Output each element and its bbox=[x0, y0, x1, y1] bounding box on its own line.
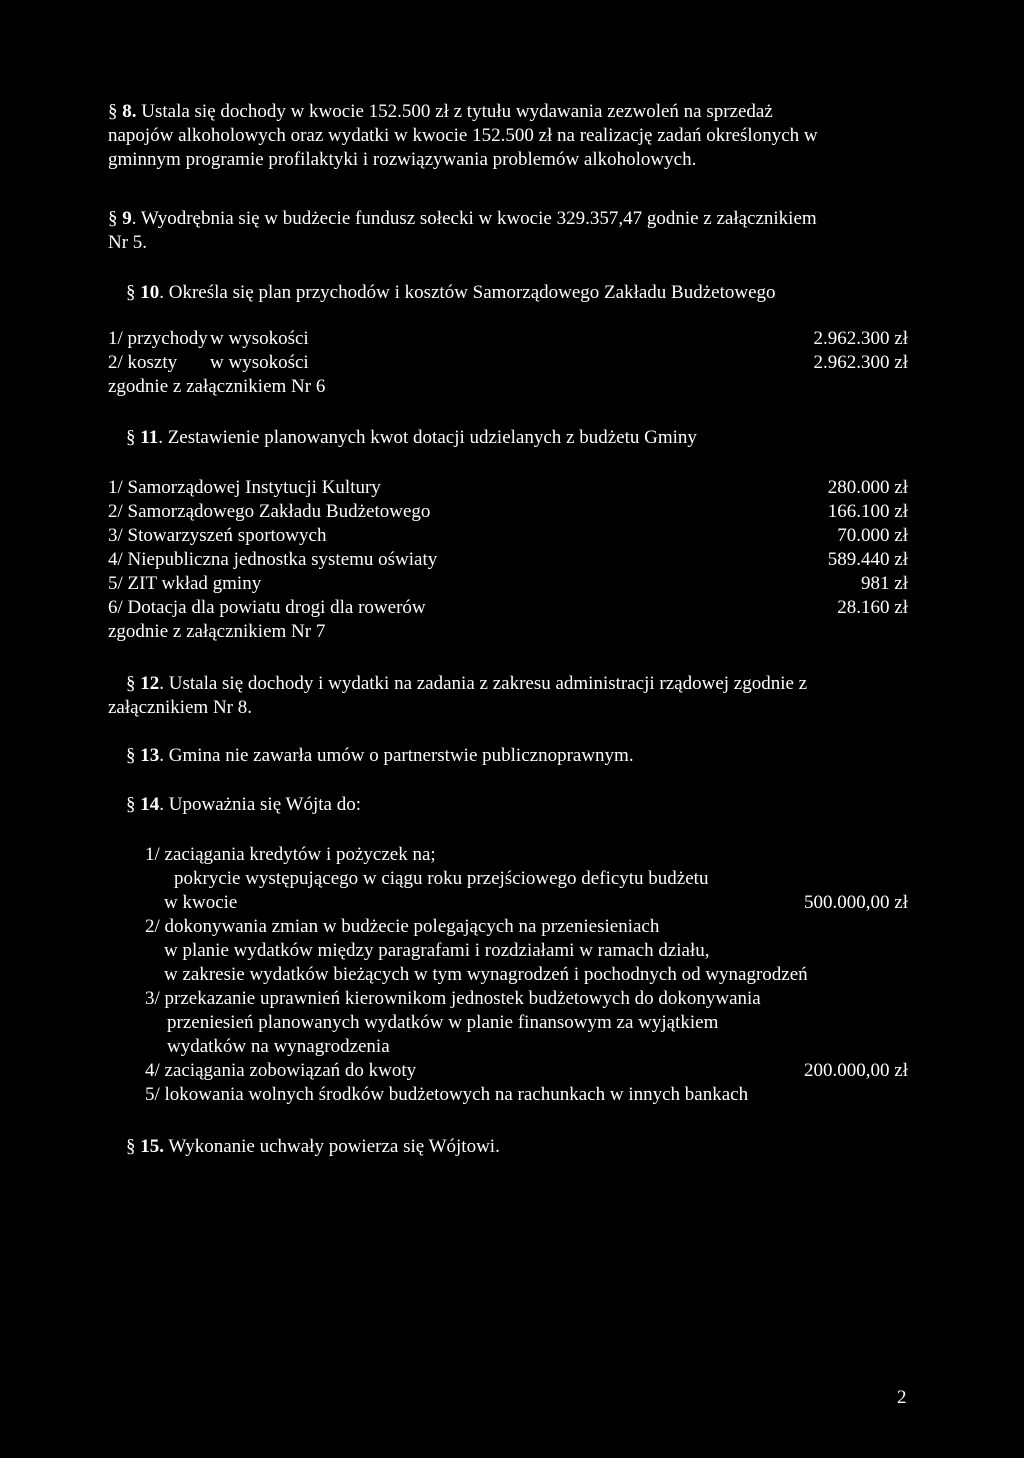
list-item-4-row bbox=[145, 1059, 908, 1083]
paragraph-sign: § bbox=[126, 745, 136, 766]
section-15-heading bbox=[108, 1135, 908, 1159]
section-9 bbox=[108, 207, 908, 255]
section-text: . Wyodrębnia się w budżecie fundusz sołecki w kwocie 329.357,47 godnie z załącznikiem bbox=[131, 208, 817, 229]
section-11 bbox=[108, 426, 908, 450]
section-11-table bbox=[108, 476, 908, 644]
row-amount: 2.962.300 zł bbox=[813, 352, 908, 373]
page-number: 2 bbox=[897, 1387, 907, 1408]
row-label: w kwocie bbox=[164, 892, 238, 913]
row-label: 5/ ZIT wkład gminy bbox=[108, 573, 262, 594]
table-row bbox=[108, 351, 908, 375]
section-9-line-2: Nr 5. bbox=[108, 232, 148, 253]
row-label: 2/ Samorządowego Zakładu Budżetowego bbox=[108, 501, 431, 522]
section-8-line-1 bbox=[108, 100, 908, 124]
section-10-table bbox=[108, 327, 908, 399]
row-label: 3/ Stowarzyszeń sportowych bbox=[108, 525, 327, 546]
section-14-heading bbox=[108, 793, 908, 817]
section-number: 15. bbox=[140, 1136, 164, 1157]
section-15 bbox=[108, 1135, 908, 1159]
section-13 bbox=[108, 744, 908, 768]
row-label: 6/ Dotacja dla powiatu drogi dla rowerów bbox=[108, 597, 426, 618]
row-amount: 2.962.300 zł bbox=[813, 328, 908, 349]
section-text: . Upoważnia się Wójta do: bbox=[159, 794, 361, 815]
row-amount: 166.100 zł bbox=[827, 501, 908, 522]
section-10 bbox=[108, 281, 908, 305]
row-label: 2/ koszty bbox=[108, 352, 178, 373]
section-12-line-2: załącznikiem Nr 8. bbox=[108, 697, 253, 718]
section-10-heading bbox=[108, 281, 908, 305]
list-item-2-line-3: w zakresie wydatków bieżących w tym wynagrodzeń i pochodnych od wynagrodzeń bbox=[164, 964, 808, 985]
section-number: 14 bbox=[140, 794, 160, 815]
row-amount: 70.000 zł bbox=[837, 525, 908, 546]
paragraph-sign: § bbox=[126, 282, 136, 303]
table-row bbox=[108, 476, 908, 500]
section-8-line-3: gminnym programie profilaktyki i rozwiązywania problemów alkoholowych. bbox=[108, 149, 697, 170]
paragraph-sign: § bbox=[108, 101, 118, 122]
table-row bbox=[108, 524, 908, 548]
table-row bbox=[108, 548, 908, 572]
row-label: 4/ zaciągania zobowiązań do kwoty bbox=[145, 1060, 417, 1081]
row-qualifier: w wysokości bbox=[210, 352, 309, 373]
row-label: 1/ przychody bbox=[108, 328, 208, 349]
row-label: 4/ Niepubliczna jednostka systemu oświaty bbox=[108, 549, 438, 570]
section-9-line-1 bbox=[108, 207, 908, 231]
section-14-list bbox=[145, 843, 908, 1107]
list-item-1-amount-row bbox=[145, 891, 908, 915]
row-amount: 28.160 zł bbox=[837, 597, 908, 618]
section-text: . Gmina nie zawarła umów o partnerstwie publicznoprawnym. bbox=[159, 745, 634, 766]
section-11-heading bbox=[108, 426, 908, 450]
section-text: . Określa się plan przychodów i kosztów Samorządowego Zakładu Budżetowego bbox=[159, 282, 776, 303]
paragraph-sign: § bbox=[126, 673, 136, 694]
section-text: Ustala się dochody w kwocie 152.500 zł z tytułu wydawania zezwoleń na sprzedaż bbox=[136, 101, 773, 122]
section-text: Wykonanie uchwały powierza się Wójtowi. bbox=[164, 1136, 500, 1157]
section-11-footer: zgodnie z załącznikiem Nr 7 bbox=[108, 621, 326, 642]
row-amount: 200.000,00 zł bbox=[804, 1060, 908, 1081]
list-item-3-line-1: 3/ przekazanie uprawnień kierownikom jednostek budżetowych do dokonywania bbox=[145, 988, 761, 1009]
table-row bbox=[108, 596, 908, 620]
section-number: 11 bbox=[140, 427, 159, 448]
table-row bbox=[108, 500, 908, 524]
paragraph-sign: § bbox=[126, 794, 136, 815]
row-amount: 981 zł bbox=[861, 573, 908, 594]
list-item-5-line-1: 5/ lokowania wolnych środków budżetowych na rachunkach w innych bankach bbox=[145, 1084, 749, 1105]
section-text: . Ustala się dochody i wydatki na zadania z zakresu administracji rządowej zgodnie z bbox=[159, 673, 808, 694]
section-12 bbox=[108, 672, 908, 720]
section-number: 13 bbox=[140, 745, 160, 766]
section-13-heading bbox=[108, 744, 908, 768]
row-amount: 280.000 zł bbox=[827, 477, 908, 498]
list-item-2-line-2: w planie wydatków między paragrafami i rozdziałami w ramach działu, bbox=[164, 940, 710, 961]
section-12-line-1 bbox=[108, 672, 908, 696]
section-14 bbox=[108, 793, 908, 817]
paragraph-sign: § bbox=[126, 1136, 136, 1157]
row-qualifier: w wysokości bbox=[210, 328, 309, 349]
row-amount: 589.440 zł bbox=[827, 549, 908, 570]
section-number: 12 bbox=[140, 673, 160, 694]
section-text: . Zestawienie planowanych kwot dotacji udzielanych z budżetu Gminy bbox=[158, 427, 697, 448]
row-label: 1/ Samorządowej Instytucji Kultury bbox=[108, 477, 381, 498]
list-item-3-line-2: przeniesień planowanych wydatków w planie finansowym za wyjątkiem bbox=[167, 1012, 719, 1033]
list-item-3-line-3: wydatków na wynagrodzenia bbox=[167, 1036, 390, 1057]
section-8 bbox=[108, 100, 908, 172]
section-8-line-2: napojów alkoholowych oraz wydatki w kwocie 152.500 zł na realizację zadań określonych w bbox=[108, 125, 818, 146]
section-number: 10 bbox=[140, 282, 160, 303]
table-row bbox=[108, 572, 908, 596]
paragraph-sign: § bbox=[108, 208, 118, 229]
section-number: 9 bbox=[122, 208, 132, 229]
list-item-1-line-2: pokrycie występującego w ciągu roku przejściowego deficytu budżetu bbox=[174, 868, 709, 889]
section-number: 8. bbox=[122, 101, 137, 122]
section-10-footer: zgodnie z załącznikiem Nr 6 bbox=[108, 376, 326, 397]
row-amount: 500.000,00 zł bbox=[804, 892, 908, 913]
table-row bbox=[108, 327, 908, 351]
list-item-2-line-1: 2/ dokonywania zmian w budżecie polegających na przeniesieniach bbox=[145, 916, 660, 937]
paragraph-sign: § bbox=[126, 427, 136, 448]
list-item-1-line-1: 1/ zaciągania kredytów i pożyczek na; bbox=[145, 844, 436, 865]
